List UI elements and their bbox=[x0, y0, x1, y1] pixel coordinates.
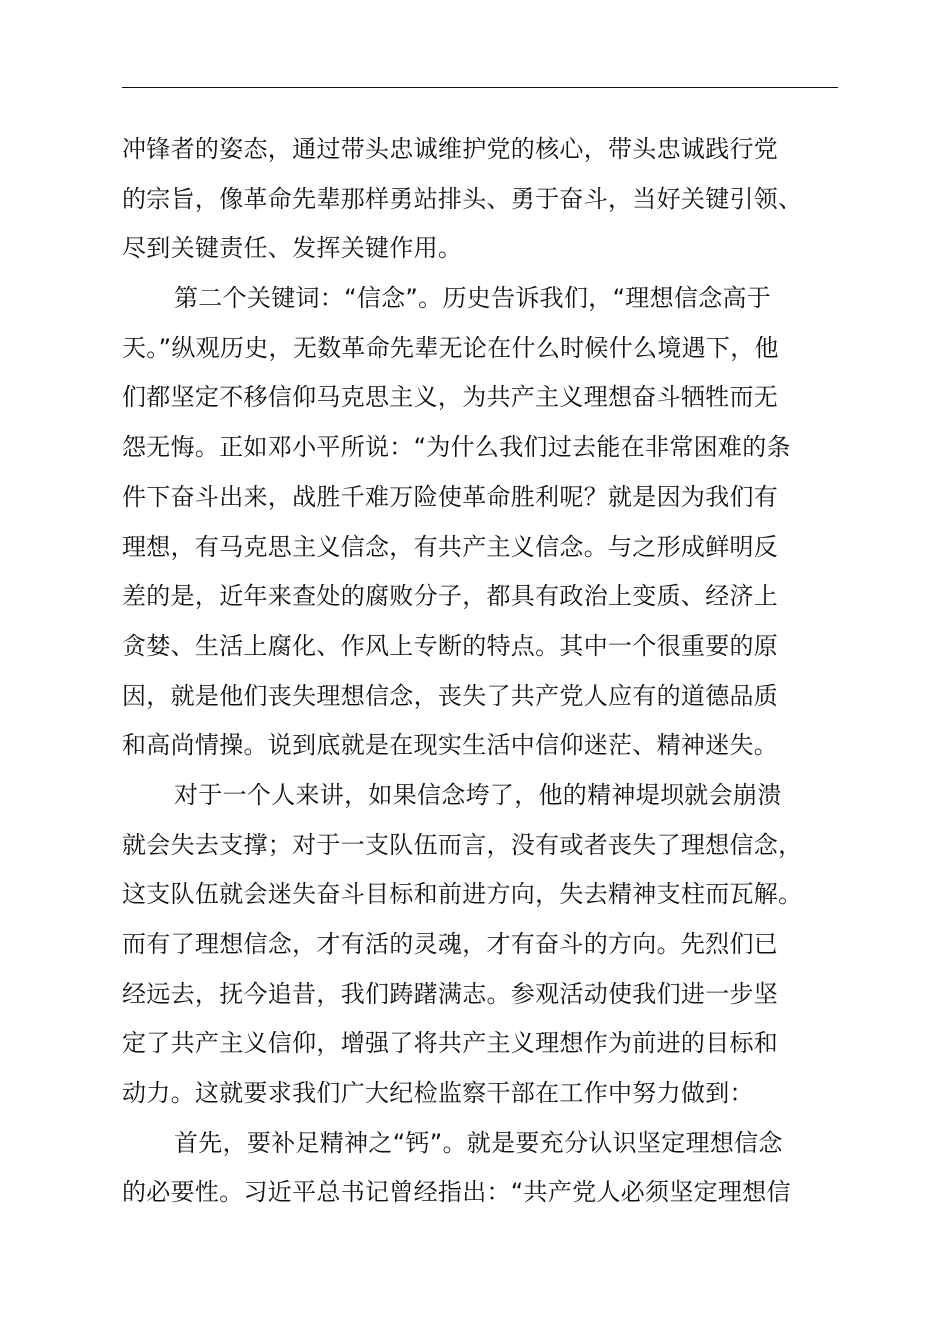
text-line: 因，就是他们丧失理想信念，丧失了共产党人应有的道德品质 bbox=[122, 681, 779, 710]
text-line: 件下奋斗出来，战胜千难万险使革命胜利呢？就是因为我们有 bbox=[122, 482, 779, 511]
paragraph-start-line: 第二个关键词：“信念”。历史告诉我们，“理想信念高于 bbox=[174, 284, 772, 313]
text-line: 的宗旨，像革命先辈那样勇站排头、勇于奋斗，当好关键引领、 bbox=[122, 184, 803, 213]
header-rule bbox=[122, 87, 838, 88]
paragraph-start-line: 对于一个人来讲，如果信念垮了，他的精神堤坝就会崩溃 bbox=[174, 780, 782, 809]
text-line: 贪婪、生活上腐化、作风上专断的特点。其中一个很重要的原 bbox=[122, 631, 779, 660]
text-line: 理想，有马克思主义信念，有共产主义信念。与之形成鲜明反 bbox=[122, 532, 779, 561]
text-line: 就会失去支撑；对于一支队伍而言，没有或者丧失了理想信念， bbox=[122, 830, 803, 859]
text-line: 差的是，近年来查处的腐败分子，都具有政治上变质、经济上 bbox=[122, 582, 779, 611]
text-line: 动力。这就要求我们广大纪检监察干部在工作中努力做到： bbox=[122, 1079, 754, 1108]
paragraph-start-line: 首先，要补足精神之“钙”。就是要充分认识坚定理想信念 bbox=[174, 1128, 783, 1157]
text-line: 这支队伍就会迷失奋斗目标和前进方向，失去精神支柱而瓦解。 bbox=[122, 880, 803, 909]
text-line: 冲锋者的姿态，通过带头忠诚维护党的核心，带头忠诚践行党 bbox=[122, 135, 779, 163]
text-line: 们都坚定不移信仰马克思主义，为共产主义理想奋斗牺牲而无 bbox=[122, 383, 779, 412]
body-text bbox=[122, 125, 838, 1218]
text-line: 经远去，抚今追昔，我们踌躇满志。参观活动使我们进一步坚 bbox=[122, 979, 779, 1008]
text-line: 而有了理想信念，才有活的灵魂，才有奋斗的方向。先烈们已 bbox=[122, 930, 779, 958]
text-line: 天。”纵观历史，无数革命先辈无论在什么时候什么境遇下，他 bbox=[122, 333, 779, 362]
text-line: 和高尚情操。说到底就是在现实生活中信仰迷茫、精神迷失。 bbox=[122, 731, 779, 760]
text-line: 的必要性。习近平总书记曾经指出：“共产党人必须坚定理想信 bbox=[122, 1178, 791, 1207]
text-line: 怨无悔。正如邓小平所说：“为什么我们过去能在非常困难的条 bbox=[122, 433, 791, 462]
text-line: 定了共产主义信仰，增强了将共产主义理想作为前进的目标和 bbox=[122, 1029, 779, 1058]
text-line: 尽到关键责任、发挥关键作用。 bbox=[122, 234, 463, 263]
